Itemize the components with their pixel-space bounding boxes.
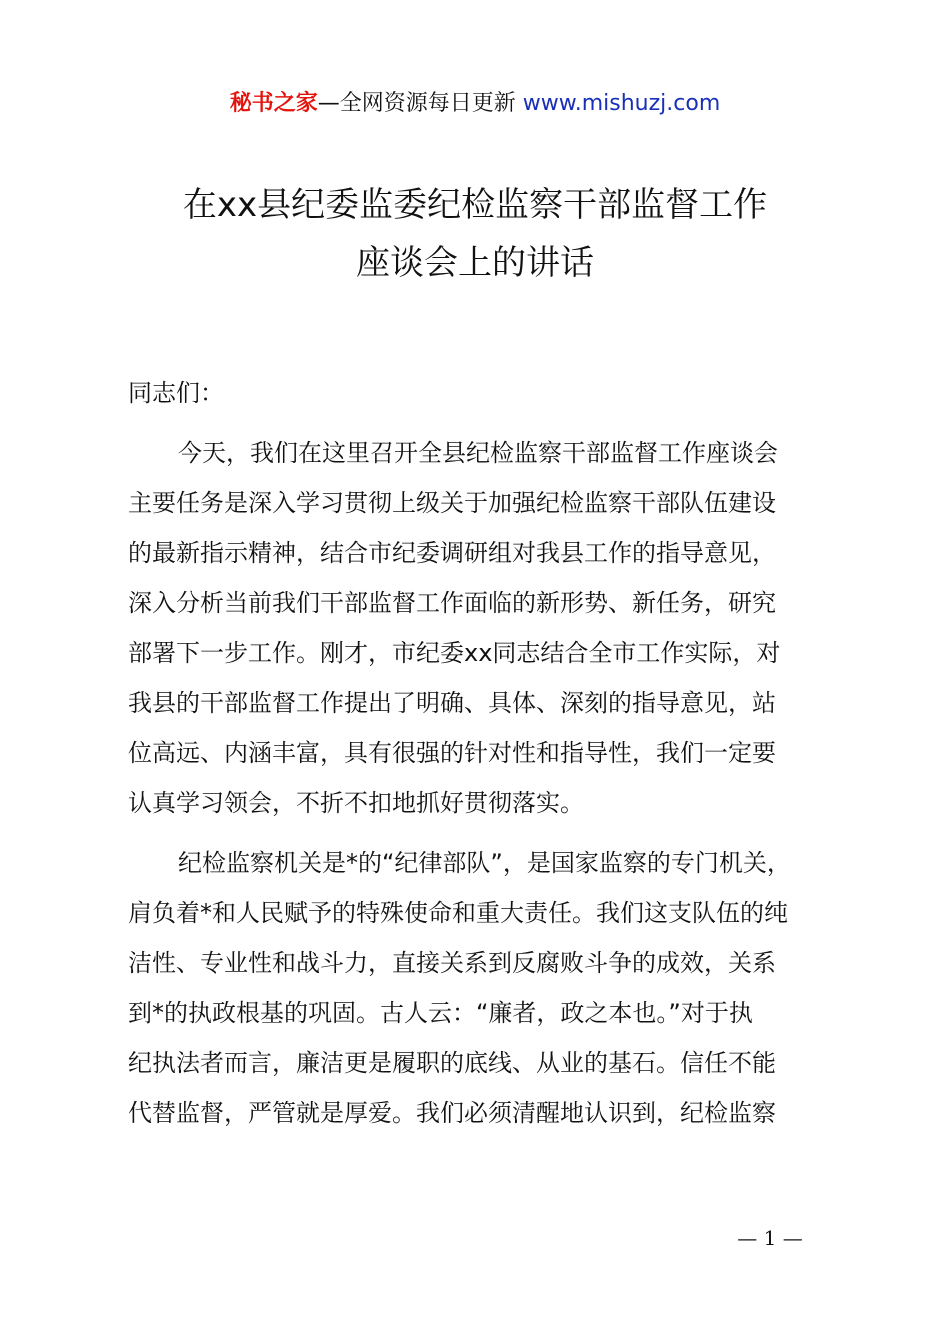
site-url-link[interactable]: www.mishuzj.com <box>522 91 721 116</box>
paragraph-line: 代替监督，严管就是厚爱。我们必须清醒地认识到，纪检监察 <box>128 1099 776 1127</box>
paragraph-line: 位高远、内涵丰富，具有很强的针对性和指导性，我们一定要 <box>128 739 776 767</box>
title-line-2: 座谈会上的讲话 <box>356 243 594 283</box>
paragraph-line: 洁性、专业性和战斗力，直接关系到反腐败斗争的成效，关系 <box>128 949 776 977</box>
paragraph-line: 我县的干部监督工作提出了明确、具体、深刻的指导意见，站 <box>128 689 776 717</box>
paragraph-1 <box>128 428 858 828</box>
paragraph-line: 到*的执政根基的巩固。古人云：“廉者，政之本也。”对于执 <box>128 999 753 1027</box>
paragraph-line: 深入分析当前我们干部监督工作面临的新形势、新任务，研究 <box>128 589 776 617</box>
header-slogan: —全网资源每日更新 <box>317 91 516 116</box>
paragraph-line: 肩负着*和人民赋予的特殊使命和重大责任。我们这支队伍的纯 <box>128 899 788 927</box>
brand-name: 秘书之家 <box>229 91 318 116</box>
page-number: — 1 — <box>737 1226 803 1250</box>
paragraph-line: 的最新指示精神，结合市纪委调研组对我县工作的指导意见， <box>128 539 776 567</box>
paragraph-line: 纪执法者而言，廉洁更是履职的底线、从业的基石。信任不能 <box>128 1049 776 1077</box>
paragraph-line: 纪检监察机关是*的“纪律部队”，是国家监察的专门机关， <box>178 849 791 877</box>
paragraph-line: 主要任务是深入学习贯彻上级关于加强纪检监察干部队伍建设 <box>128 489 776 517</box>
paragraph-line: 认真学习领会，不折不扣地抓好贯彻落实。 <box>128 789 584 817</box>
title-line-1: 在xx县纪委监委纪检监察干部监督工作 <box>182 185 768 225</box>
salutation: 同志们： <box>128 379 224 407</box>
document-body <box>128 368 858 1148</box>
paragraph-line: 今天，我们在这里召开全县纪检监察干部监督工作座谈会 <box>178 439 778 467</box>
document-title <box>0 176 950 292</box>
paragraph-2 <box>128 838 858 1138</box>
paragraph-line: 部署下一步工作。刚才，市纪委xx同志结合全市工作实际，对 <box>128 639 781 667</box>
site-header <box>0 86 950 122</box>
